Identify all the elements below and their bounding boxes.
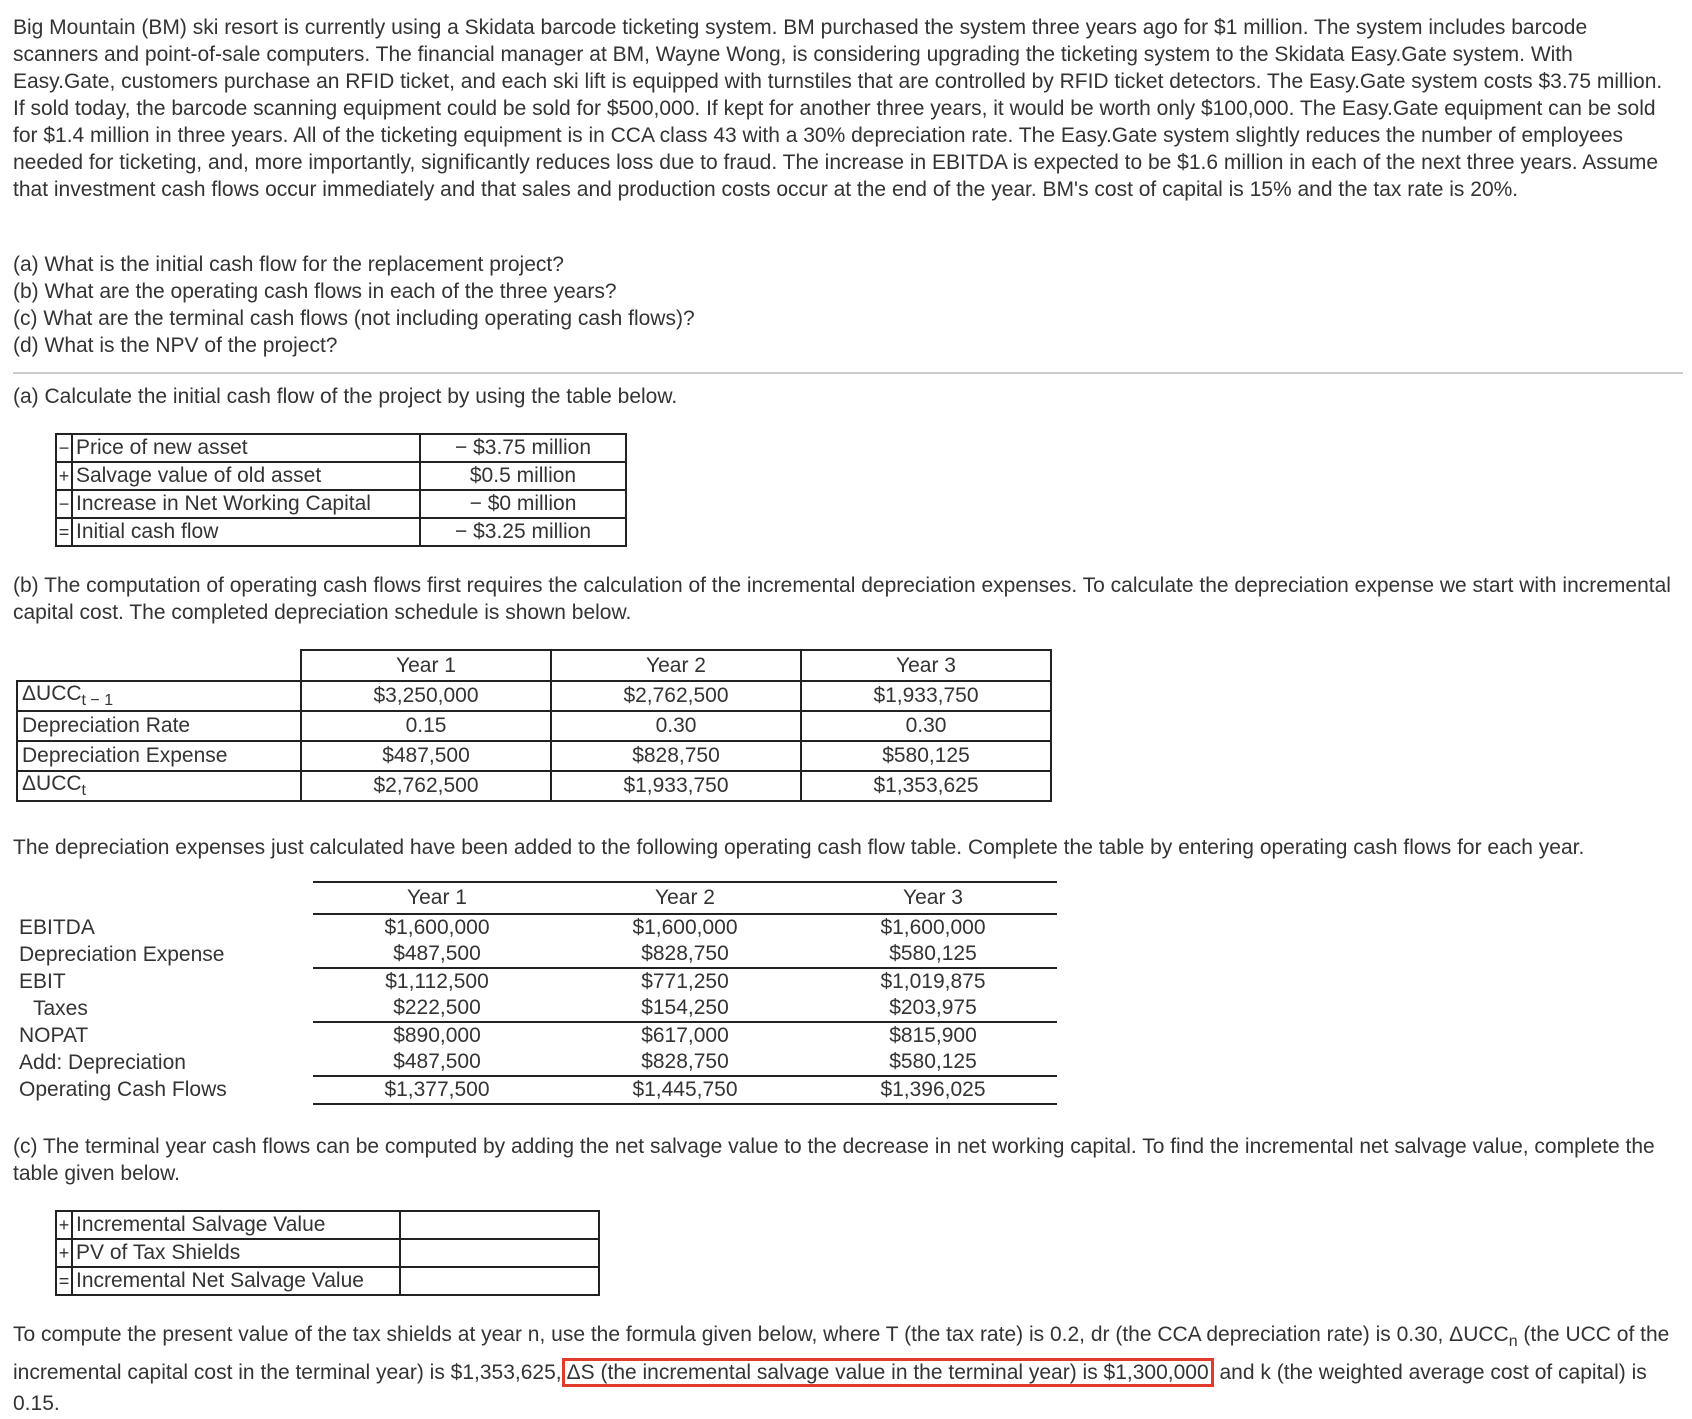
cell-value: $617,000: [641, 1024, 729, 1047]
sign-cell: +: [56, 1211, 72, 1239]
cell-value: $828,750: [561, 941, 809, 968]
row-label: Depreciation Expense: [17, 741, 301, 771]
row-label: Taxes: [33, 996, 88, 1020]
row-label: Initial cash flow: [72, 518, 420, 546]
table-row: [17, 681, 1051, 711]
cell-value: $1,112,500: [385, 970, 489, 993]
table-row: [56, 434, 626, 462]
row-label: Add: Depreciation: [19, 1050, 186, 1074]
depreciation-schedule-table: [16, 649, 1052, 802]
sign-cell: =: [56, 518, 72, 546]
net-salvage-input[interactable]: [400, 1267, 599, 1295]
row-label: Increase in Net Working Capital: [72, 490, 420, 518]
cell-value: $1,600,000: [632, 916, 738, 939]
sign-cell: =: [56, 1267, 72, 1295]
table-row: [15, 1022, 1057, 1049]
cell-value: $1,600,000: [880, 916, 986, 939]
cell-value: $580,125: [809, 941, 1057, 968]
part-a-intro: (a) Calculate the initial cash flow of the project by using the table below.: [13, 385, 678, 408]
row-label: $\Delta UCC_t$: [17, 771, 301, 801]
table-row: [56, 490, 626, 518]
row-value: − $3.75 million: [420, 434, 626, 462]
cell-value: 0.15: [301, 711, 551, 741]
cell-value: $1,353,625: [801, 771, 1051, 801]
question-b: (b) What are the operating cash flows in each of the three years?: [13, 280, 617, 303]
cell-value: $1,019,875: [880, 970, 986, 993]
cell-value: $3,250,000: [301, 681, 551, 711]
cell-value: $222,500: [313, 995, 561, 1022]
row-label: Operating Cash Flows: [19, 1078, 227, 1101]
cell-value: $580,125: [809, 1049, 1057, 1076]
row-label: PV of Tax Shields: [72, 1239, 400, 1267]
column-header: Year 3: [809, 882, 1057, 914]
table-header-row: [17, 650, 1051, 681]
row-label: Incremental Net Salvage Value: [72, 1267, 400, 1295]
question-a: (a) What is the initial cash flow for the replacement project?: [13, 253, 564, 276]
table-row: [15, 914, 1057, 941]
cell-value: $828,750: [551, 741, 801, 771]
table-row: [15, 1049, 1057, 1076]
cell-value: $815,900: [889, 1024, 977, 1047]
table-row: [15, 941, 1057, 968]
cell-value: $487,500: [301, 741, 551, 771]
table-row: [15, 995, 1057, 1022]
tax-shield-formula-text: To compute the present value of the tax shields at year n, use the formula given below, where T (the tax rate) is 0.2, dr (the CCA depreciation rate) is 0.30, $\Delta UCC_n$ (the UCC of the incremental capital cost in the terminal year) is $1,353,625, ΔS (the incremental salvage value in the terminal year) is $1,300,000 and k (the weighted average cost of capital) is 0.15.: [13, 1323, 1670, 1416]
cell-value: 0.30: [801, 711, 1051, 741]
table-row: [56, 462, 626, 490]
operating-cash-flow-table: [15, 881, 1057, 1105]
row-value: $0.5 million: [420, 462, 626, 490]
problem-statement: Big Mountain (BM) ski resort is currently using a Skidata barcode ticketing system. BM purchased the system three years ago for $1 million. The system includes barcode scanners and point-of-sale computers. The financial manager at BM, Wayne Wong, is considering upgrading the ticketing system to the Skidata Easy.Gate system. With Easy.Gate, customers purchase an RFID ticket, and each ski lift is equipped with turnstiles that are controlled by RFID ticket detectors. The Easy.Gate system costs $3.75 million. If sold today, the barcode scanning equipment could be sold for $500,000. If kept for another three years, it would be worth only $100,000. The Easy.Gate equipment can be sold for $1.4 million in three years. All of the ticketing equipment is in CCA class 43 with a 30% depreciation rate. The Easy.Gate system slightly reduces the number of employees needed for ticketing, and, more importantly, significantly reduces loss due to fraud. The increase in EBITDA is expected to be $1.6 million in each of the next three years. Assume that investment cash flows occur immediately and that sales and production costs occur at the end of the year. BM's cost of capital is 15% and the tax rate is 20%.: [13, 16, 1663, 201]
cell-value: $828,750: [561, 1049, 809, 1076]
sign-cell: +: [56, 462, 72, 490]
table-row: [17, 771, 1051, 801]
table-header-row: [15, 882, 1057, 914]
part-c-intro: (c) The terminal year cash flows can be computed by adding the net salvage value to the decrease in net working capital. To find the incremental net salvage value, complete the table given below.: [13, 1135, 1655, 1185]
sign-cell: −: [56, 434, 72, 462]
cell-value: $1,445,750: [561, 1076, 809, 1104]
cell-value: $1,600,000: [384, 916, 490, 939]
sign-cell: +: [56, 1239, 72, 1267]
cell-value: $580,125: [801, 741, 1051, 771]
table-row: [17, 711, 1051, 741]
cell-value: $154,250: [561, 995, 809, 1022]
row-label: $\Delta UCC_{t - 1}$: [17, 681, 301, 711]
table-row: [15, 968, 1057, 995]
sign-cell: −: [56, 490, 72, 518]
row-label: EBITDA: [19, 915, 95, 939]
column-header: Year 3: [801, 650, 1051, 681]
cell-value: $487,500: [313, 941, 561, 968]
pv-tax-shields-input[interactable]: [400, 1239, 599, 1267]
part-b-intro: (b) The computation of operating cash flows first requires the calculation of the incremental depreciation expenses. To calculate the depreciation expense we start with incremental capital cost. The completed depreciation schedule is shown below.: [13, 574, 1671, 624]
cell-value: $771,250: [641, 970, 729, 993]
row-label: Depreciation Expense: [19, 942, 225, 966]
section-divider: [13, 372, 1683, 374]
table-row: [17, 741, 1051, 771]
column-header: Year 2: [551, 650, 801, 681]
cell-value: $2,762,500: [551, 681, 801, 711]
row-label: Salvage value of old asset: [72, 462, 420, 490]
table-row: [56, 1267, 599, 1295]
cell-value: $1,396,025: [809, 1076, 1057, 1104]
row-value: − $3.25 million: [420, 518, 626, 546]
question-d: (d) What is the NPV of the project?: [13, 334, 338, 357]
cell-value: $1,933,750: [801, 681, 1051, 711]
cell-value: 0.30: [551, 711, 801, 741]
cell-value: $487,500: [313, 1049, 561, 1076]
initial-cash-flow-table: [55, 433, 627, 547]
cell-value: $2,762,500: [301, 771, 551, 801]
table-row: [56, 1239, 599, 1267]
cell-value: $1,933,750: [551, 771, 801, 801]
question-c: (c) What are the terminal cash flows (not including operating cash flows)?: [13, 307, 695, 330]
column-header: Year 2: [561, 882, 809, 914]
net-salvage-table: [55, 1210, 600, 1296]
incremental-salvage-input[interactable]: [400, 1211, 599, 1239]
ocf-intro: The depreciation expenses just calculated have been added to the following operating cash flow table. Complete the table by entering operating cash flows for each year.: [13, 836, 1585, 859]
cell-value: $890,000: [393, 1024, 481, 1047]
row-label: Depreciation Rate: [17, 711, 301, 741]
row-label: EBIT: [19, 969, 66, 993]
row-label: Price of new asset: [72, 434, 420, 462]
column-header: Year 1: [301, 650, 551, 681]
row-label: Incremental Salvage Value: [72, 1211, 400, 1239]
table-row: [56, 518, 626, 546]
table-row: [15, 1076, 1057, 1104]
highlighted-salvage-text: ΔS (the incremental salvage value in the terminal year) is $1,300,000: [562, 1358, 1214, 1387]
row-value: − $0 million: [420, 490, 626, 518]
cell-value: $1,377,500: [313, 1076, 561, 1104]
row-label: NOPAT: [19, 1023, 89, 1047]
cell-value: $203,975: [809, 995, 1057, 1022]
column-header: Year 1: [313, 882, 561, 914]
table-row: [56, 1211, 599, 1239]
